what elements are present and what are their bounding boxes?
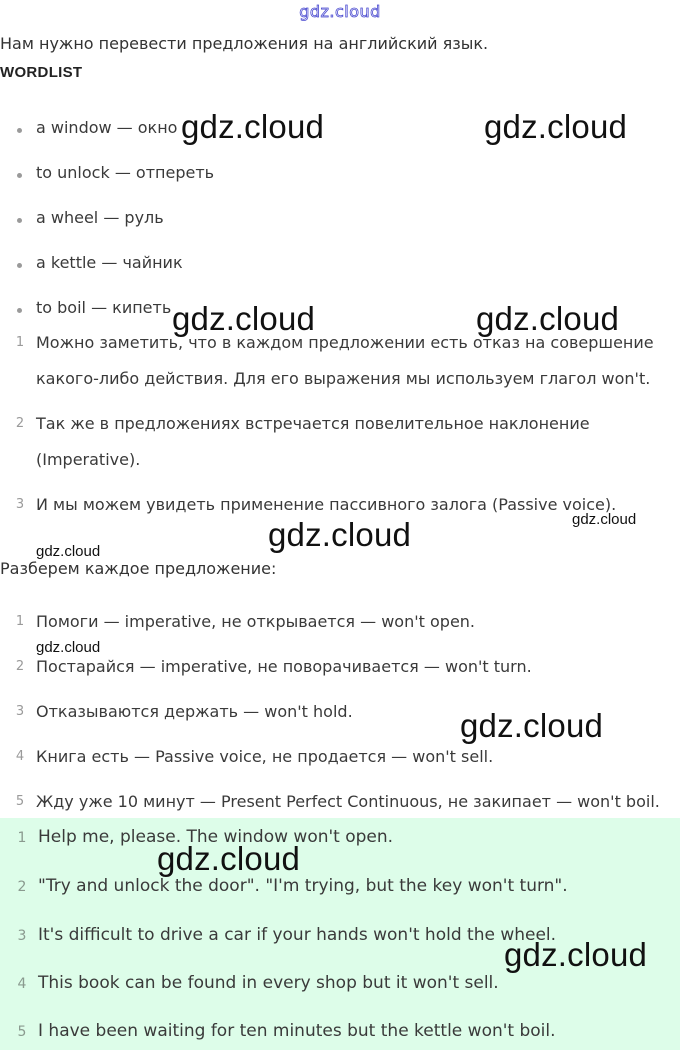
bullet-icon bbox=[17, 263, 22, 268]
watermark: gdz.cloud bbox=[172, 300, 316, 337]
wordlist-item: a wheel — руль bbox=[36, 208, 164, 227]
list-number: 2 bbox=[15, 416, 25, 431]
watermark: gdz.cloud bbox=[157, 840, 301, 877]
bullet-icon bbox=[17, 308, 22, 313]
wordlist-title: WORDLIST bbox=[0, 64, 83, 81]
watermark: gdz.cloud bbox=[36, 639, 101, 656]
task-intro: Нам нужно перевести предложения на английский язык. bbox=[0, 34, 489, 53]
bullet-icon bbox=[17, 173, 22, 178]
wordlist-item: to unlock — отпереть bbox=[36, 163, 215, 182]
list-number: 2 bbox=[17, 879, 27, 895]
list-number: 4 bbox=[17, 976, 27, 992]
wordlist-item: to boil — кипеть bbox=[36, 298, 172, 317]
list-number: 3 bbox=[17, 928, 27, 944]
list-number: 3 bbox=[15, 704, 25, 719]
list-number: 1 bbox=[17, 830, 27, 846]
watermark: gdz.cloud bbox=[268, 516, 412, 553]
watermark: gdz.cloud bbox=[460, 707, 604, 744]
list-number: 5 bbox=[15, 794, 25, 809]
note-line: (Imperative). bbox=[36, 450, 141, 469]
watermark: gdz.cloud bbox=[572, 511, 637, 528]
watermark: gdz.cloud bbox=[484, 108, 628, 145]
site-logo-text[interactable]: gdz.cloud bbox=[299, 2, 381, 21]
wordlist-item: a kettle — чайник bbox=[36, 253, 183, 272]
watermark: gdz.cloud bbox=[36, 543, 101, 560]
bullet-icon bbox=[17, 218, 22, 223]
answer-item: I have been waiting for ten minutes but the kettle won't boil. bbox=[38, 1021, 556, 1041]
analysis-item: Жду уже 10 минут — Present Perfect Continuous, не закипает — won't boil. bbox=[36, 792, 660, 811]
analysis-intro: Разберем каждое предложение: bbox=[0, 559, 277, 578]
wordlist-item: a window — окно bbox=[36, 118, 178, 137]
bullet-icon bbox=[17, 128, 22, 133]
answer-item: "Try and unlock the door". "I'm trying, but the key won't turn". bbox=[38, 876, 568, 896]
answer-item: Help me, please. The window won't open. bbox=[38, 827, 394, 847]
watermark: gdz.cloud bbox=[504, 936, 648, 973]
note-line: И мы можем увидеть применение пассивного залога (Passive voice). bbox=[36, 495, 617, 514]
watermark: gdz.cloud bbox=[476, 300, 620, 337]
list-number: 3 bbox=[15, 497, 25, 512]
list-number: 4 bbox=[15, 749, 25, 764]
answer-item: This book can be found in every shop but it won't sell. bbox=[38, 973, 499, 993]
list-number: 1 bbox=[15, 614, 25, 629]
analysis-item: Помоги — imperative, не открывается — won't open. bbox=[36, 612, 476, 631]
analysis-item: Постарайся — imperative, не поворачивается — won't turn. bbox=[36, 657, 532, 676]
list-number: 5 bbox=[17, 1024, 27, 1040]
note-line: какого-либо действия. Для его выражения мы используем глагол won't. bbox=[36, 369, 651, 388]
note-line: Можно заметить, что в каждом предложении есть отказ на совершение bbox=[36, 333, 654, 352]
list-number: 2 bbox=[15, 659, 25, 674]
note-line: Так же в предложениях встречается повелительное наклонение bbox=[36, 414, 590, 433]
list-number: 1 bbox=[15, 335, 25, 350]
analysis-item: Книга есть — Passive voice, не продается — won't sell. bbox=[36, 747, 494, 766]
answer-item: It's difficult to drive a car if your hands won't hold the wheel. bbox=[38, 925, 557, 945]
watermark: gdz.cloud bbox=[181, 108, 325, 145]
analysis-item: Отказываются держать — won't hold. bbox=[36, 702, 353, 721]
